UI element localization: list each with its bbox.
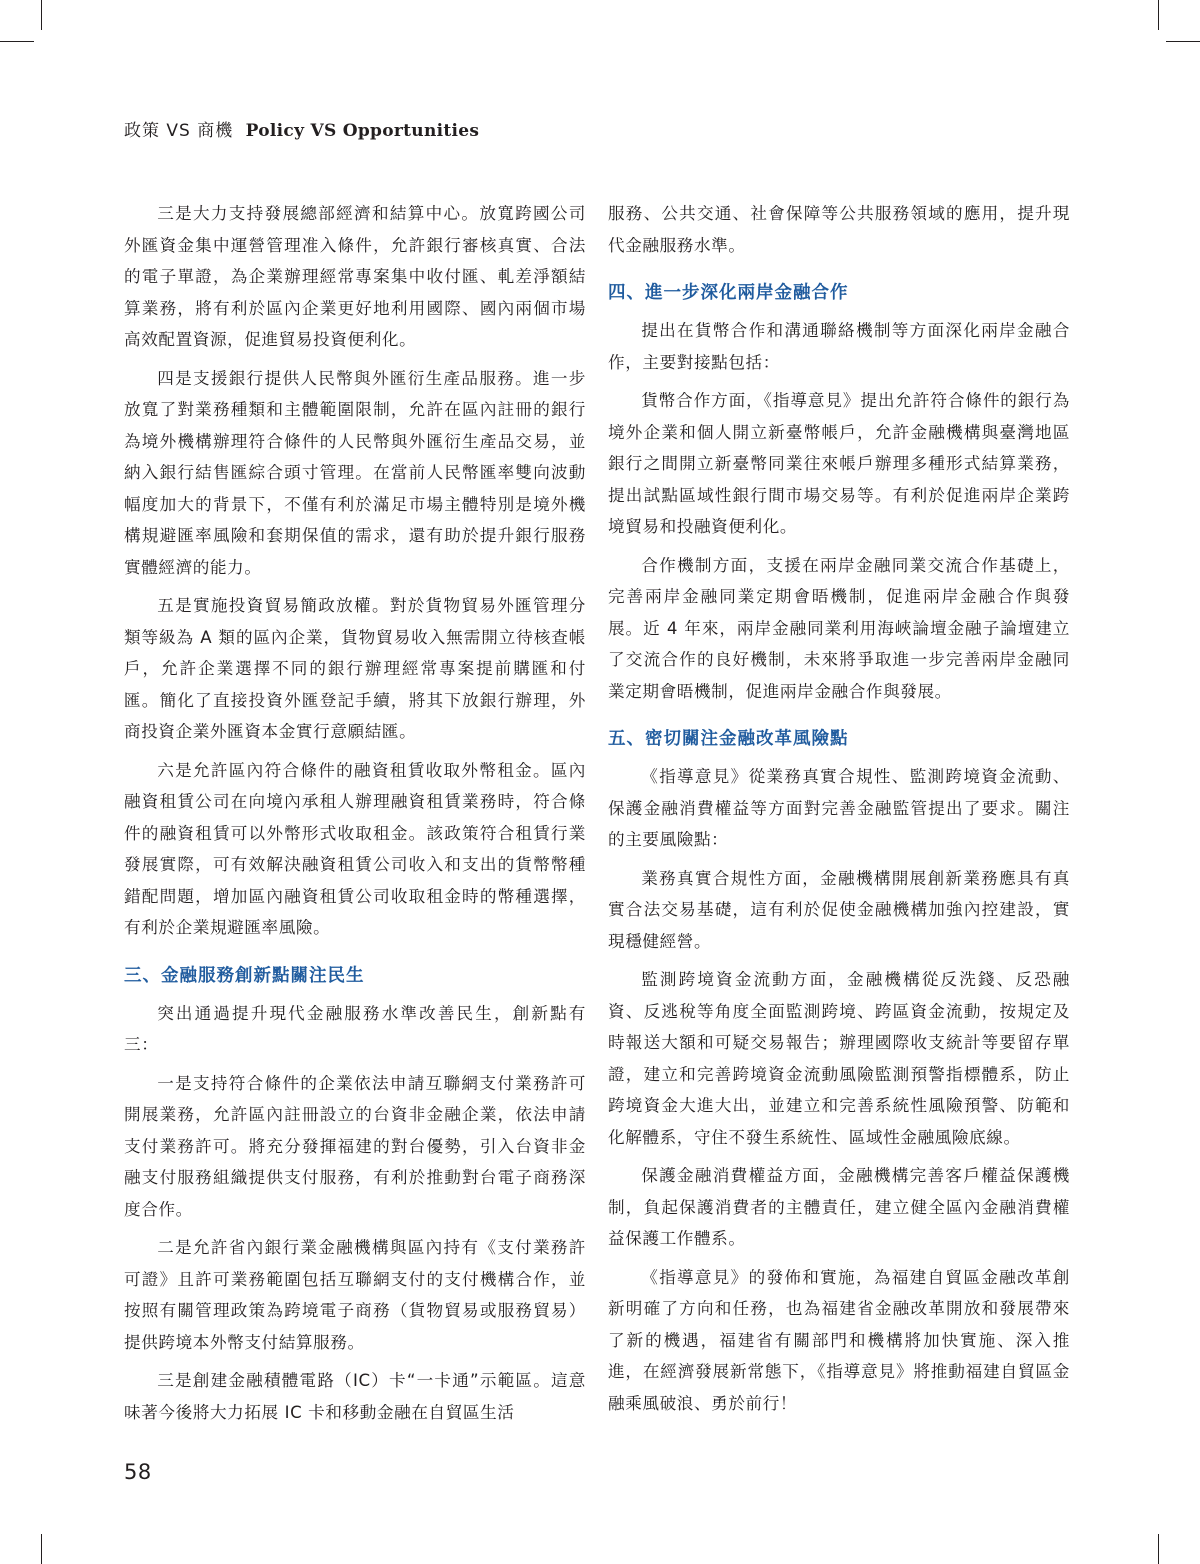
paragraph: 四是支援銀行提供人民幣與外匯衍生產品服務。進一步放寬了對業務種類和主體範圍限制，允許在區內註冊的銀行為境外機構辦理符合條件的人民幣與外匯衍生產品交易，並納入銀行結售匯綜合頭寸管理。在當前人民幣匯率雙向波動幅度加大的背景下，不僅有利於滿足市場主體特別是境外機構規避匯率風險和套期保值的需求，還有助於提升銀行服務實體經濟的能力。 — [124, 368, 586, 577]
left-column — [124, 198, 586, 1435]
right-column — [608, 198, 1070, 1426]
header-title-en: Policy VS Opportunities — [245, 121, 480, 141]
paragraph: 貨幣合作方面，《指導意見》提出允許符合條件的銀行為境外企業和個人開立新臺幣帳戶，允許金融機構與臺灣地區銀行之間開立新臺幣同業往來帳戶辦理多種形式結算業務，提出試點區域性銀行間市場交易等。有利於促進兩岸企業跨境貿易和投融資便利化。 — [608, 391, 1070, 536]
crop-mark — [1166, 41, 1200, 42]
crop-mark — [0, 41, 34, 42]
paragraph: 業務真實合規性方面，金融機構開展創新業務應具有真實合法交易基礎，這有利於促使金融機構加強內控建設，實現穩健經營。 — [608, 868, 1070, 951]
paragraph: 《指導意見》從業務真實合規性、監測跨境資金流動、保護金融消費權益等方面對完善金融監管提出了要求。關注的主要風險點： — [608, 767, 1070, 849]
crop-mark — [41, 0, 42, 30]
paragraph: 三是大力支持發展總部經濟和結算中心。放寬跨國公司外匯資金集中運營管理准入條件，允許銀行審核真實、合法的電子單證，為企業辦理經常專案集中收付匯、軋差淨額結算業務，將有利於區內企業更好地利用國際、國內兩個市場高效配置資源，促進貿易投資便利化。 — [124, 204, 586, 349]
section-heading-5: 五、密切關注金融改革風險點 — [608, 729, 849, 749]
crop-mark — [41, 1534, 42, 1564]
page-number: 58 — [124, 1460, 152, 1484]
paragraph: 提出在貨幣合作和溝通聯絡機制等方面深化兩岸金融合作，主要對接點包括： — [608, 321, 1070, 372]
paragraph: 六是允許區內符合條件的融資租賃收取外幣租金。區內融資租賃公司在向境內承租人辦理融資租賃業務時，符合條件的融資租賃可以外幣形式收取租金。該政策符合租賃行業發展實際，可有效解決融資租賃公司收入和支出的貨幣幣種錯配問題，增加區內融資租賃公司收取租金時的幣種選擇，有利於企業規避匯率風險。 — [124, 760, 586, 937]
paragraph: 五是實施投資貿易簡政放權。對於貨物貿易外匯管理分類等級為 A 類的區內企業，貨物貿易收入無需開立待核查帳戶，允許企業選擇不同的銀行辦理經常專案提前購匯和付匯。簡化了直接投資外匯登記手續，將其下放銀行辦理，外商投資企業外匯資本金實行意願結匯。 — [124, 596, 586, 741]
paragraph: 《指導意見》的發佈和實施，為福建自貿區金融改革創新明確了方向和任務，也為福建省金融改革開放和發展帶來了新的機遇，福建省有關部門和機構將加快實施、深入推進，在經濟發展新常態下，《指導意見》將推動福建自貿區金融乘風破浪、勇於前行！ — [608, 1267, 1070, 1413]
paragraph: 二是允許省內銀行業金融機構與區內持有《支付業務許可證》且許可業務範圍包括互聯網支付的支付機構合作，並按照有關管理政策為跨境電子商務（貨物貿易或服務貿易）提供跨境本外幣支付結算服務。 — [124, 1238, 586, 1352]
paragraph: 三是創建金融積體電路（IC）卡“一卡通”示範區。這意味著今後將大力拓展 IC 卡和移動金融在自貿區生活 — [124, 1371, 586, 1422]
header-title-zh: 政策 VS 商機 — [124, 121, 234, 141]
section-heading-3: 三、金融服務創新點關注民生 — [124, 965, 365, 986]
paragraph: 一是支持符合條件的企業依法申請互聯網支付業務許可開展業務，允許區內註冊設立的台資非金融企業，依法申請支付業務許可。將充分發揮福建的對台優勢，引入台資非金融支付服務組織提供支付服務，有利於推動對台電子商務深度合作。 — [124, 1073, 586, 1219]
paragraph: 保護金融消費權益方面，金融機構完善客戶權益保護機制，負起保護消費者的主體責任，建立健全區內金融消費權益保護工作體系。 — [608, 1166, 1070, 1248]
paragraph: 合作機制方面，支援在兩岸金融同業交流合作基礎上，完善兩岸金融同業定期會晤機制，促進兩岸金融合作與發展。近 4 年來，兩岸金融同業利用海峽論壇金融子論壇建立了交流合作的良好機制，未來將爭取進一步完善兩岸金融同業定期會晤機制，促進兩岸金融合作與發展。 — [608, 555, 1070, 701]
crop-mark — [1158, 1534, 1159, 1564]
paragraph: 突出通過提升現代金融服務水準改善民生，創新點有三： — [124, 1003, 586, 1054]
section-heading-4: 四、進一步深化兩岸金融合作 — [608, 283, 849, 303]
running-header — [124, 116, 479, 141]
paragraph: 監測跨境資金流動方面，金融機構從反洗錢、反恐融資、反逃稅等角度全面監測跨境、跨區資金流動，按規定及時報送大額和可疑交易報告；辦理國際收支統計等要留存單證，建立和完善跨境資金流動風險監測預警指標體系，防止跨境資金大進大出，並建立和完善系統性風險預警、防範和化解體系，守住不發生系統性、區域性金融風險底線。 — [608, 970, 1070, 1147]
crop-mark — [1158, 0, 1159, 30]
paragraph-continued: 服務、公共交通、社會保障等公共服務領域的應用，提升現代金融服務水準。 — [608, 204, 1070, 255]
